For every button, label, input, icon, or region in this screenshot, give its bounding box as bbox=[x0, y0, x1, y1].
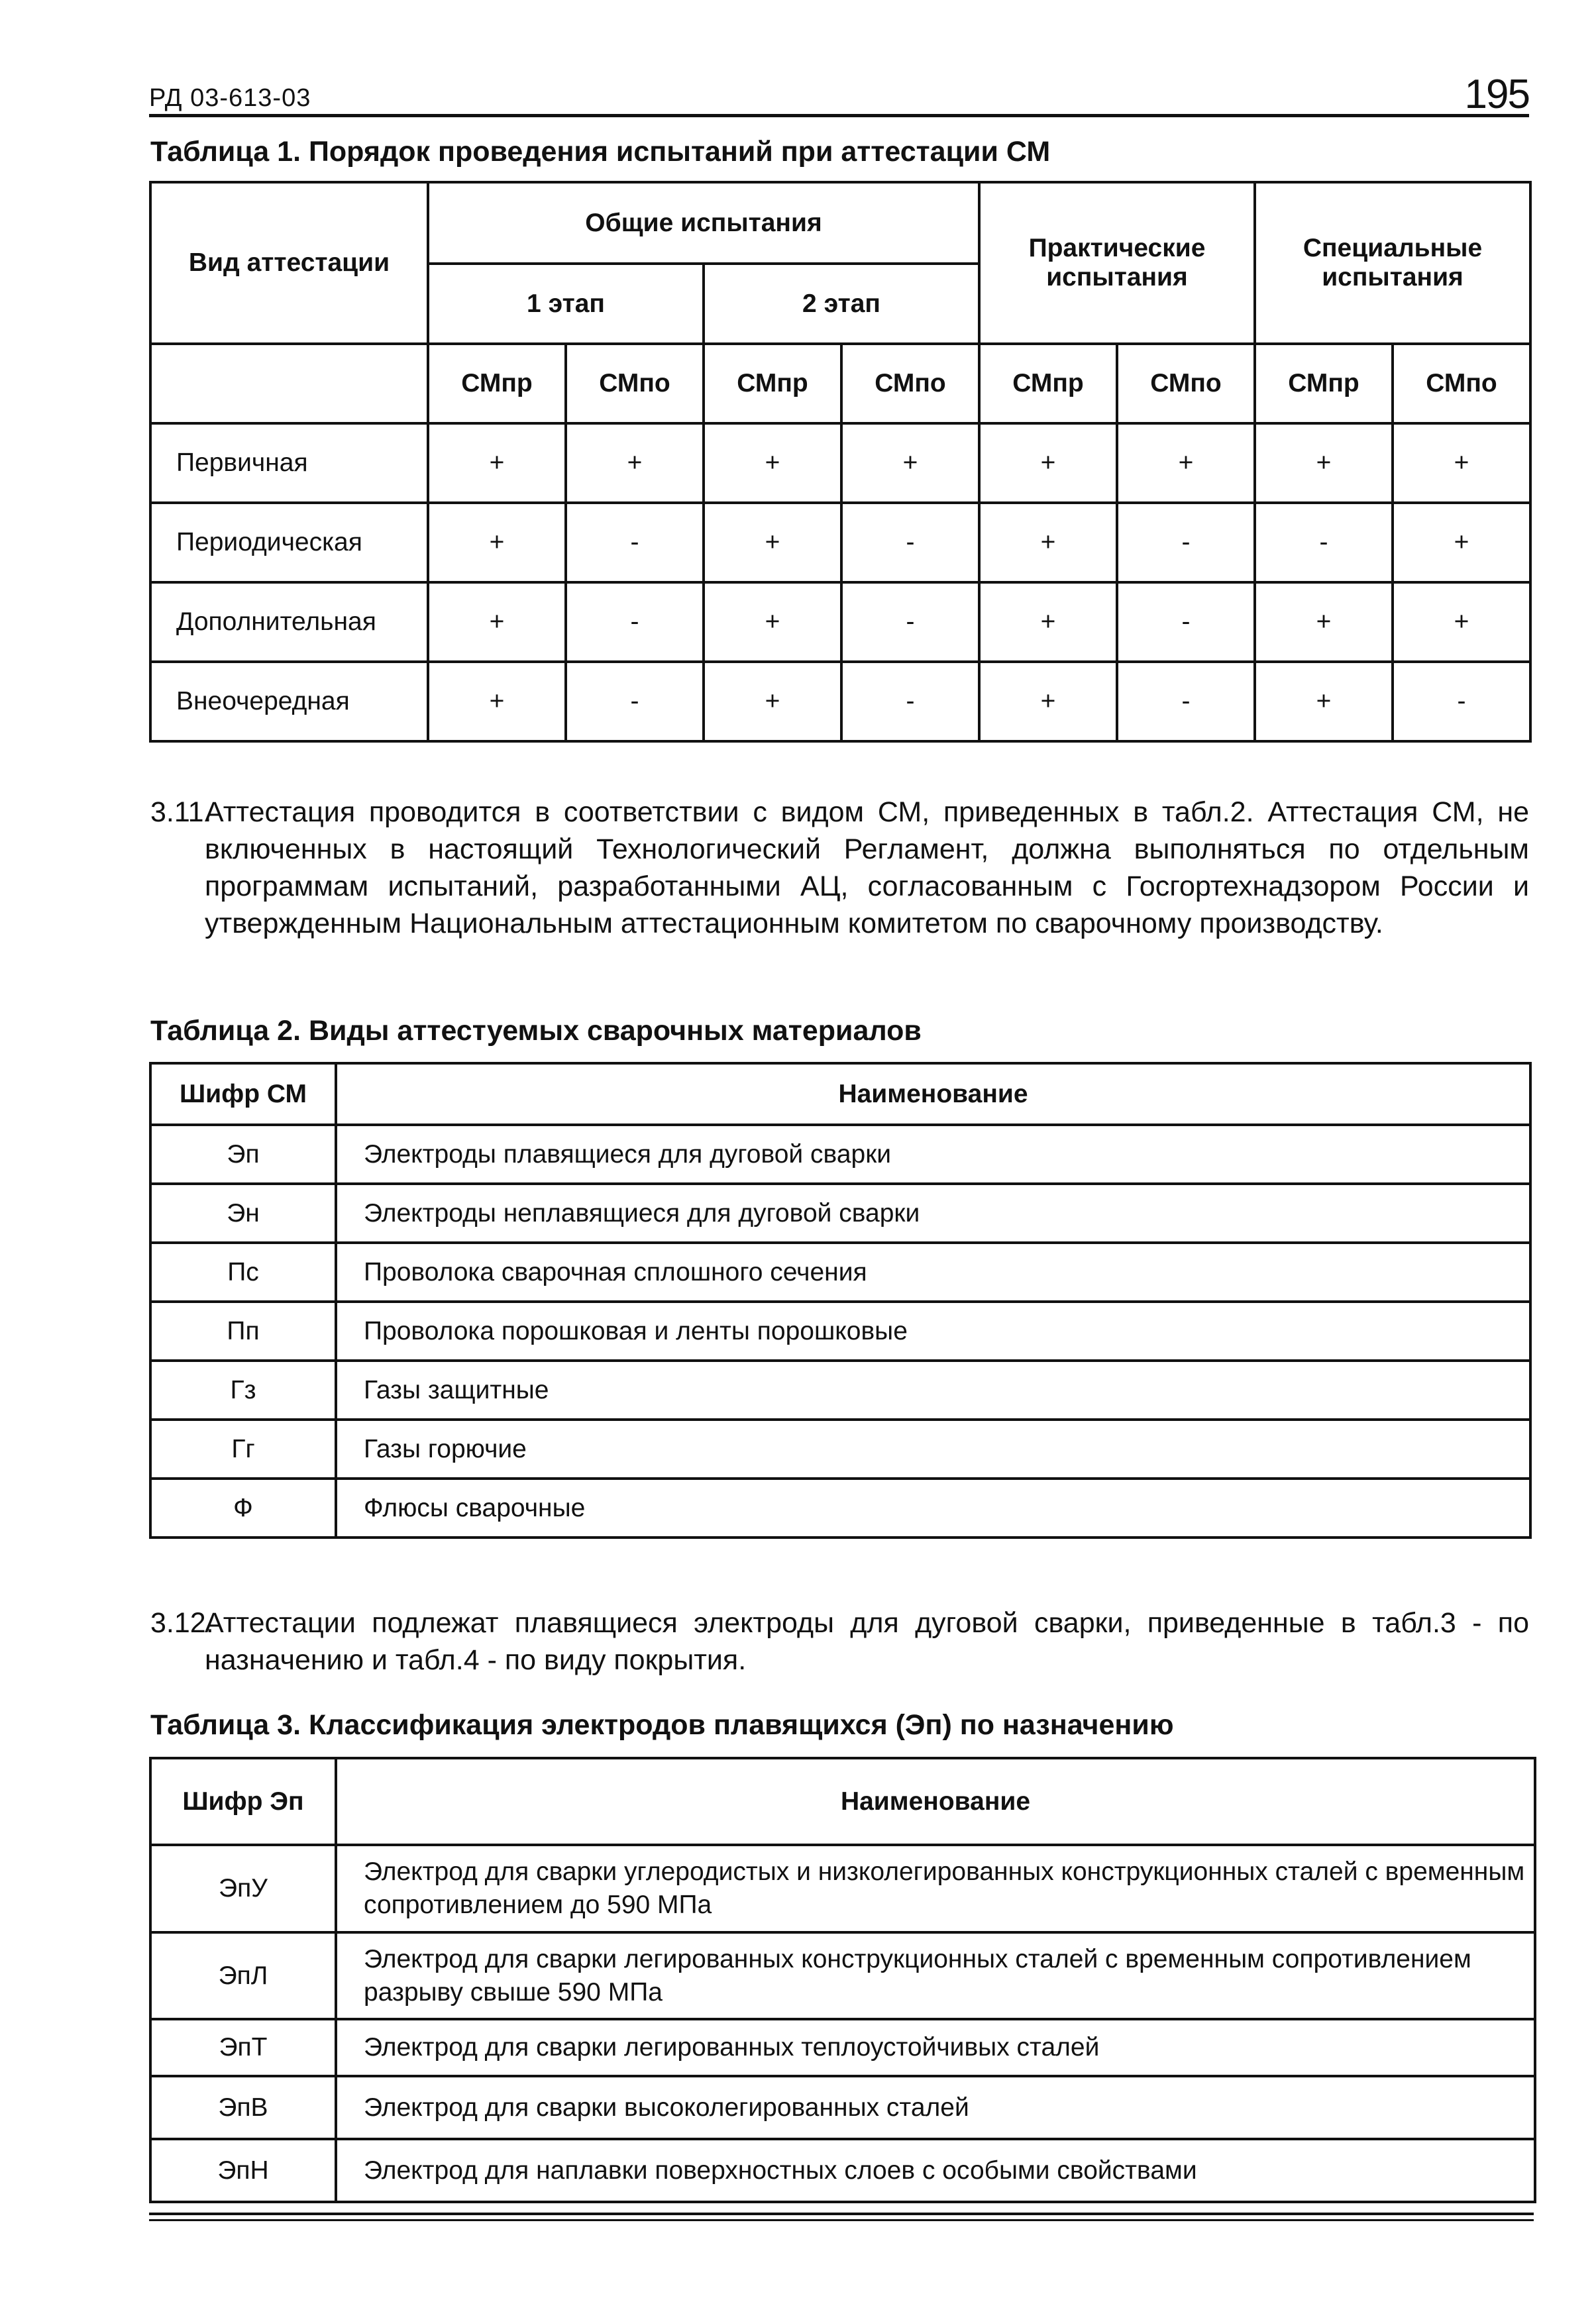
sub-header: СМпо bbox=[1117, 344, 1255, 423]
table-row bbox=[150, 1420, 1530, 1479]
table-row bbox=[150, 1302, 1530, 1361]
table-cell: + bbox=[704, 503, 841, 582]
welding-materials-table bbox=[149, 1062, 1532, 1539]
table-cell: - bbox=[841, 662, 979, 741]
table-row bbox=[150, 1479, 1530, 1538]
paragraph-3-12 bbox=[150, 1604, 1529, 1679]
electrodes-classification-table bbox=[149, 1757, 1536, 2203]
col-code: Шифр Эп bbox=[150, 1758, 336, 1845]
page-number: 195 bbox=[1464, 72, 1529, 117]
table-cell: - bbox=[566, 582, 704, 662]
table-cell: + bbox=[979, 582, 1117, 662]
row-label: Первичная bbox=[150, 423, 428, 503]
code-cell: Ф bbox=[150, 1479, 336, 1538]
table-row bbox=[150, 1125, 1530, 1184]
code-cell: ЭпЛ bbox=[150, 1932, 336, 2019]
table-cell: + bbox=[1393, 503, 1530, 582]
code-cell: ЭпТ bbox=[150, 2019, 336, 2076]
table-row bbox=[150, 1932, 1535, 2019]
paragraph-number: 3.12. bbox=[150, 1607, 214, 1639]
table-cell: + bbox=[428, 503, 566, 582]
table-cell: + bbox=[979, 662, 1117, 741]
col-attestation-type: Вид аттестации bbox=[150, 182, 428, 344]
table-cell: + bbox=[704, 582, 841, 662]
col-stage-1: 1 этап bbox=[428, 264, 704, 344]
table-cell: + bbox=[704, 662, 841, 741]
name-cell: Электрод для наплавки поверхностных слоев с особыми свойствами bbox=[336, 2139, 1535, 2202]
table-row bbox=[150, 1845, 1535, 1932]
footer-rule-bottom bbox=[149, 2219, 1534, 2221]
col-code: Шифр СМ bbox=[150, 1063, 336, 1125]
table-cell: - bbox=[841, 582, 979, 662]
table-row bbox=[150, 2139, 1535, 2202]
table-cell: + bbox=[1117, 423, 1255, 503]
table-cell: - bbox=[1117, 662, 1255, 741]
table-cell: - bbox=[1393, 662, 1530, 741]
sub-header: СМпр bbox=[704, 344, 841, 423]
paragraph-number: 3.11. bbox=[150, 796, 212, 828]
sub-header: СМпр bbox=[1255, 344, 1393, 423]
table-row bbox=[150, 1243, 1530, 1302]
sub-header: СМпо bbox=[1393, 344, 1530, 423]
code-cell: Пп bbox=[150, 1302, 336, 1361]
table-cell: + bbox=[1255, 662, 1393, 741]
table-cell: - bbox=[566, 662, 704, 741]
table-cell: - bbox=[1117, 503, 1255, 582]
table-cell: + bbox=[428, 582, 566, 662]
table-cell: + bbox=[979, 423, 1117, 503]
header-divider bbox=[149, 114, 1529, 117]
name-cell: Газы горючие bbox=[336, 1420, 1530, 1479]
page-header bbox=[149, 68, 1529, 117]
table2-caption: Таблица 2. Виды аттестуемых сварочных материалов bbox=[150, 1015, 922, 1047]
table-cell: - bbox=[841, 503, 979, 582]
code-cell: Эн bbox=[150, 1184, 336, 1243]
table-row bbox=[150, 2076, 1535, 2139]
code-cell: Гг bbox=[150, 1420, 336, 1479]
footer-rule-top bbox=[149, 2213, 1534, 2215]
table-cell: + bbox=[1393, 582, 1530, 662]
table-row bbox=[150, 582, 1530, 662]
table-cell: - bbox=[1255, 503, 1393, 582]
table-cell: + bbox=[566, 423, 704, 503]
name-cell: Электроды плавящиеся для дуговой сварки bbox=[336, 1125, 1530, 1184]
table-cell: + bbox=[428, 662, 566, 741]
empty-cell bbox=[150, 344, 428, 423]
name-cell: Флюсы сварочные bbox=[336, 1479, 1530, 1538]
col-special-tests: Специальные испытания bbox=[1255, 182, 1530, 344]
code-cell: ЭпВ bbox=[150, 2076, 336, 2139]
sub-header: СМпо bbox=[841, 344, 979, 423]
row-label: Дополнительная bbox=[150, 582, 428, 662]
table1-caption: Таблица 1. Порядок проведения испытаний при аттестации СМ bbox=[150, 136, 1051, 168]
name-cell: Электрод для сварки легированных конструкционных сталей с временным сопротивлением разрыву свыше 590 МПа bbox=[336, 1932, 1535, 2019]
attestation-tests-table bbox=[149, 181, 1532, 743]
paragraph-3-11 bbox=[150, 794, 1529, 942]
name-cell: Электрод для сварки высоколегированных сталей bbox=[336, 2076, 1535, 2139]
code-cell: Эп bbox=[150, 1125, 336, 1184]
sub-header: СМпо bbox=[566, 344, 704, 423]
code-cell: Гз bbox=[150, 1361, 336, 1420]
col-general-tests: Общие испытания bbox=[428, 182, 979, 264]
paragraph-text: Аттестации подлежат плавящиеся электроды для дуговой сварки, приведенные в табл.3 - по назначению и табл.4 - по виду покрытия. bbox=[205, 1607, 1529, 1676]
table-row bbox=[150, 662, 1530, 741]
table-cell: + bbox=[1255, 582, 1393, 662]
name-cell: Газы защитные bbox=[336, 1361, 1530, 1420]
table-cell: + bbox=[428, 423, 566, 503]
col-practical-tests: Практические испытания bbox=[979, 182, 1255, 344]
table-cell: - bbox=[1117, 582, 1255, 662]
sub-header: СМпр bbox=[979, 344, 1117, 423]
table-cell: + bbox=[1255, 423, 1393, 503]
col-name: Наименование bbox=[336, 1063, 1530, 1125]
sub-header: СМпр bbox=[428, 344, 566, 423]
table-cell: + bbox=[1393, 423, 1530, 503]
table-cell: + bbox=[704, 423, 841, 503]
name-cell: Проволока порошковая и ленты порошковые bbox=[336, 1302, 1530, 1361]
code-cell: Пс bbox=[150, 1243, 336, 1302]
table-row bbox=[150, 423, 1530, 503]
name-cell: Электрод для сварки углеродистых и низколегированных конструкционных сталей с временным сопротивлением до 590 МПа bbox=[336, 1845, 1535, 1932]
table-row bbox=[150, 1184, 1530, 1243]
table-cell: + bbox=[841, 423, 979, 503]
col-name: Наименование bbox=[336, 1758, 1535, 1845]
document-code: РД 03-613-03 bbox=[149, 84, 311, 112]
row-label: Периодическая bbox=[150, 503, 428, 582]
col-stage-2: 2 этап bbox=[704, 264, 979, 344]
name-cell: Электрод для сварки легированных теплоустойчивых сталей bbox=[336, 2019, 1535, 2076]
table3-caption: Таблица 3. Классификация электродов плавящихся (Эп) по назначению bbox=[150, 1709, 1174, 1741]
table-cell: - bbox=[566, 503, 704, 582]
table-cell: + bbox=[979, 503, 1117, 582]
code-cell: ЭпН bbox=[150, 2139, 336, 2202]
table-row bbox=[150, 503, 1530, 582]
name-cell: Проволока сварочная сплошного сечения bbox=[336, 1243, 1530, 1302]
table-row bbox=[150, 2019, 1535, 2076]
paragraph-text: Аттестация проводится в соответствии с видом СМ, приведенных в табл.2. Аттестация СМ, не включенных в настоящий Технологический Регламент, должна выполняться по отдельным программам испытаний, разработанными АЦ, согласованным с Госгортехнадзором России и утвержденным Национальным аттестационным комитетом по сварочному производству. bbox=[205, 796, 1529, 939]
row-label: Внеочередная bbox=[150, 662, 428, 741]
code-cell: ЭпУ bbox=[150, 1845, 336, 1932]
table-row bbox=[150, 1361, 1530, 1420]
name-cell: Электроды неплавящиеся для дуговой сварки bbox=[336, 1184, 1530, 1243]
